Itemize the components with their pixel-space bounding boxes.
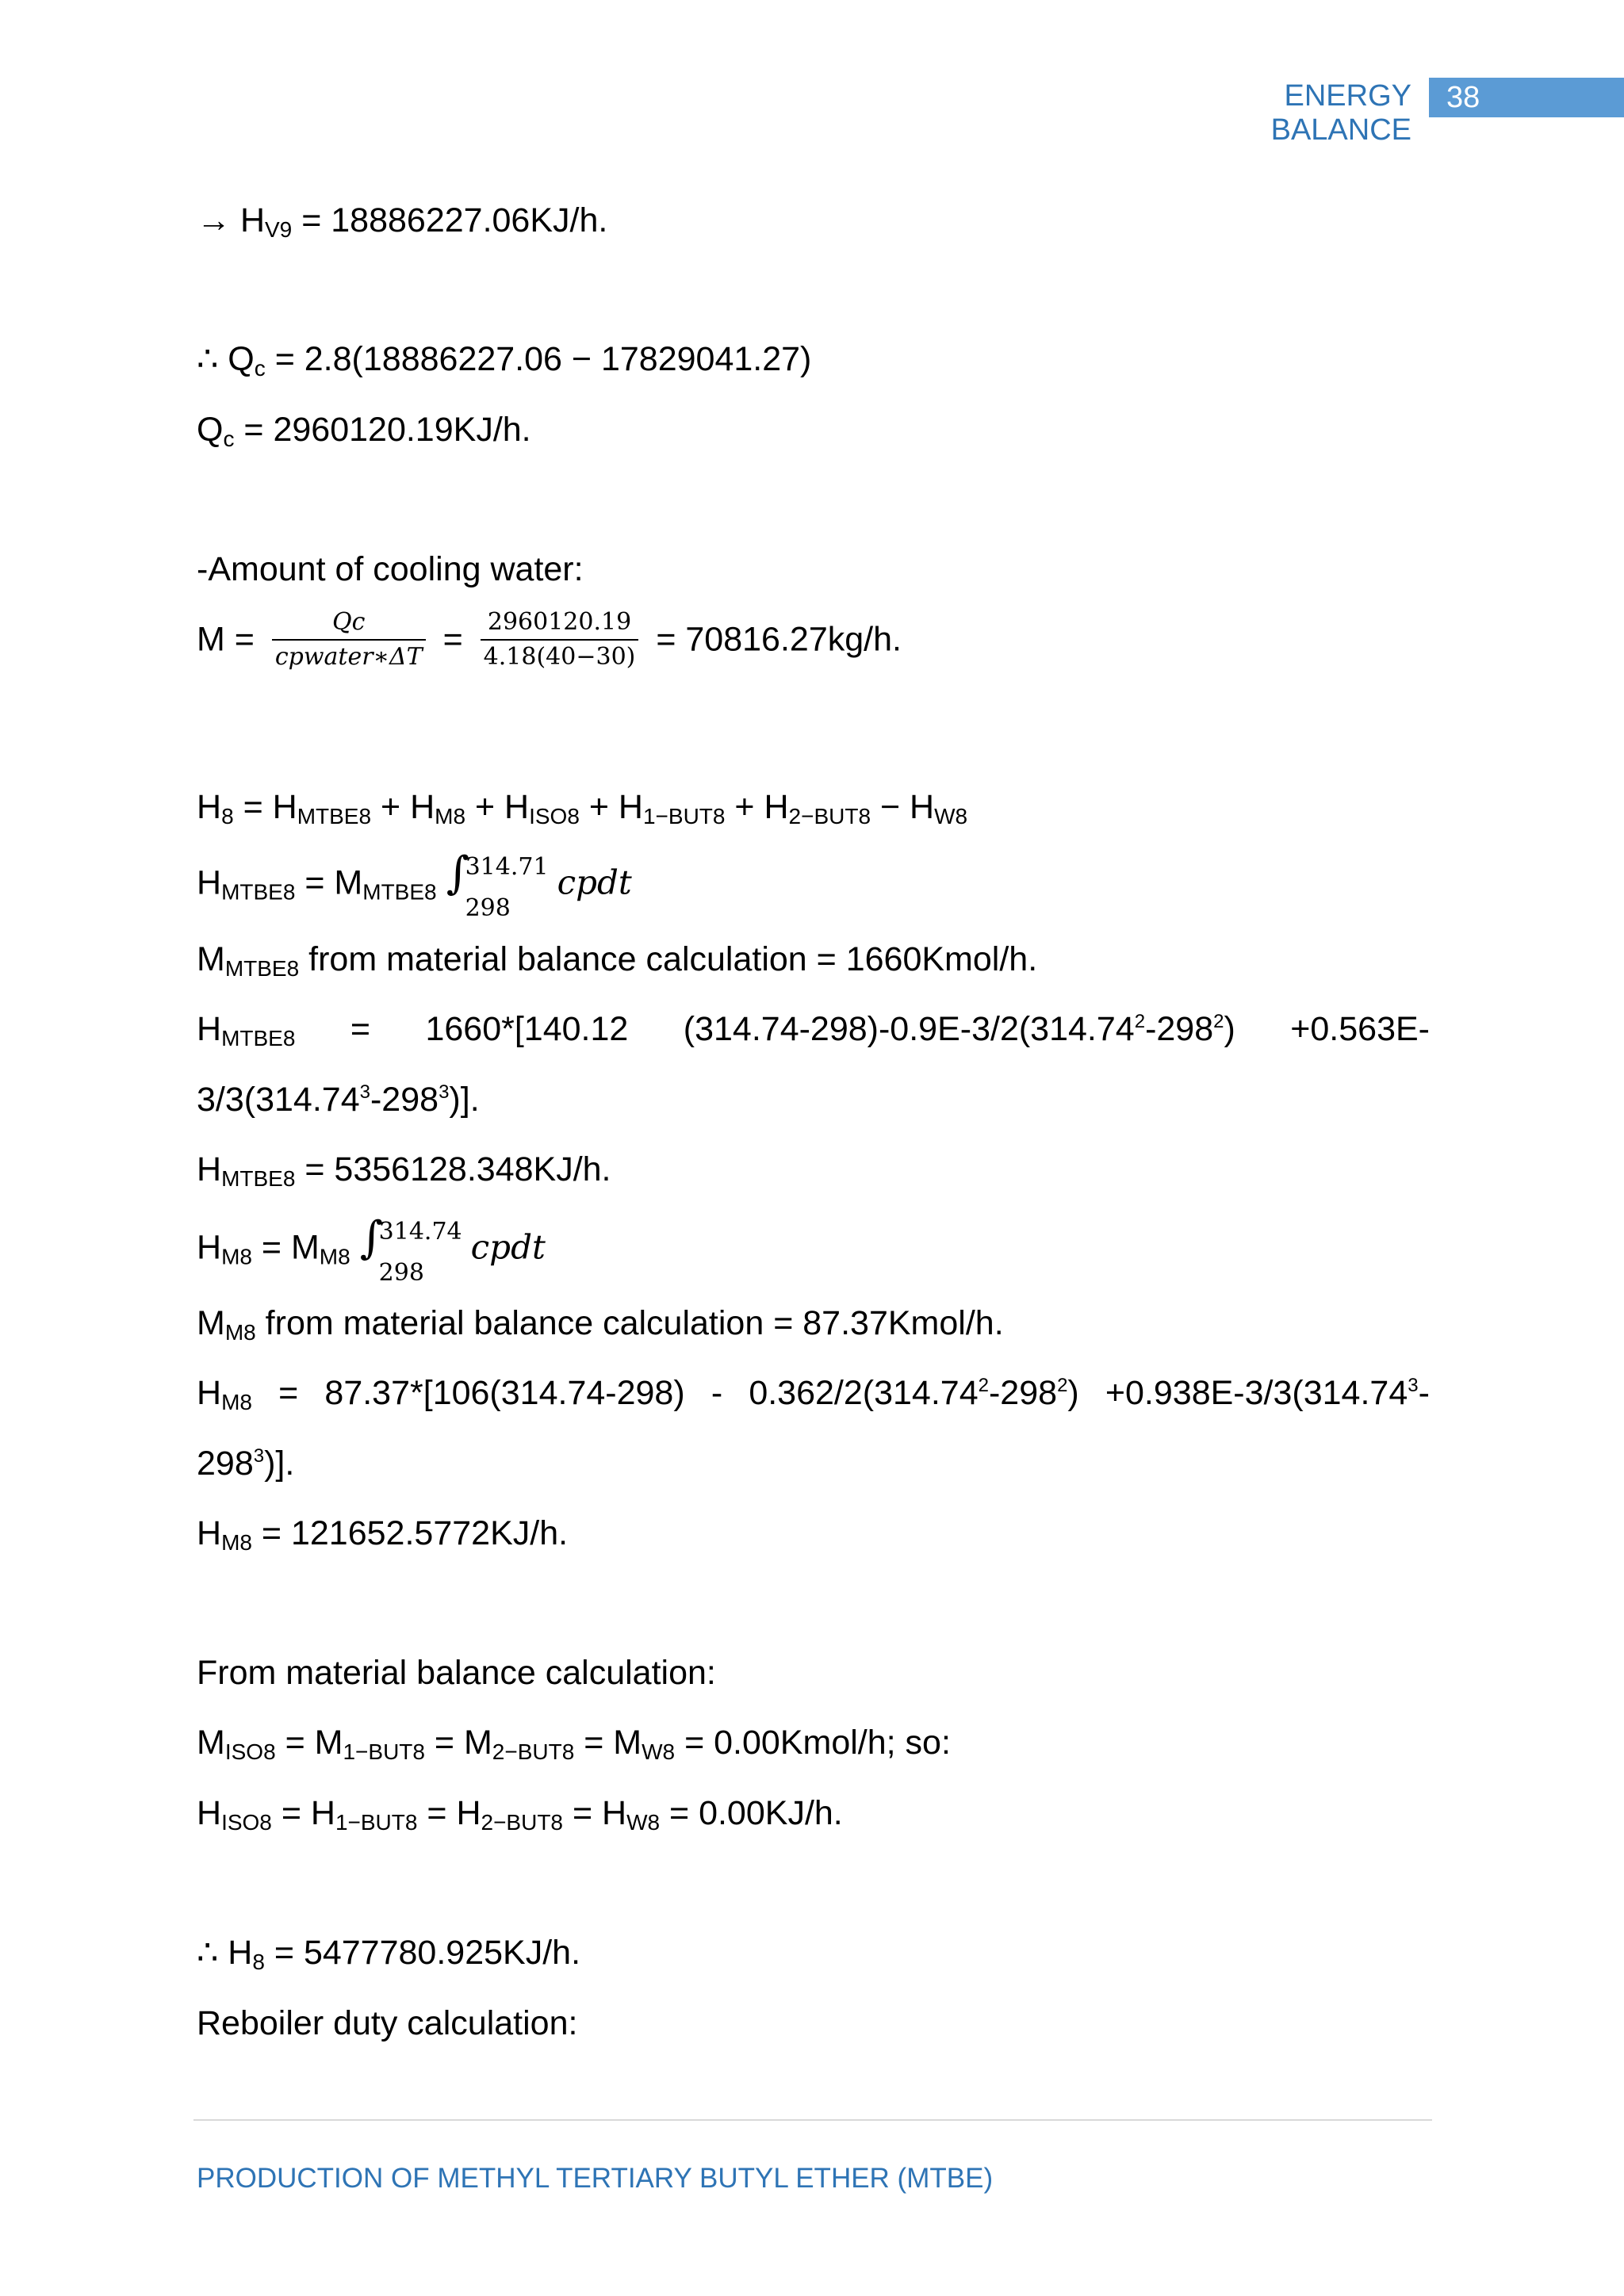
hm8-expansion-line1: $H_{M8}$ = 87.37*[106(314.74-298) - $0.362/2(314.74^2-298^2)$ $+0.938E-3/3(314.74^3-$ (197, 1374, 1430, 1414)
fraction-qc: $\frac{Qc}{\text{cpwater∗ΔT}}$ (272, 610, 426, 669)
mm8-line: $M_{M8}$ from material balance calculation = 87.37Kmol/h. (197, 1304, 1004, 1345)
cooling-water-equation: M = $\frac{Qc}{\text{cpwater∗ΔT}}$ = $\frac{2960120.19}{4.18(40-30)}$ = 70816.27kg/h. (197, 608, 902, 671)
hmtbe8-expansion-line1: $H_{MTBE8}$ = 1660*[140.12 $(314.74-298)-0.9E-3/2(314.74^2-298^2)$ +0.563E- (197, 1010, 1430, 1050)
h8-value: ∴ $H_8 = 5477780.925KJ/h$. (197, 1934, 581, 1974)
reboiler-title: Reboiler duty calculation: (197, 2004, 578, 2042)
integral-sign: ∫ 314.74 298 (359, 1212, 462, 1287)
hm8-value: $H_{M8} = 121652.5772KJ/h$. (197, 1514, 569, 1555)
hv9-line: → $H_{V9} = 18886227.06KJ/h$. (197, 201, 608, 242)
hmtbe8-integral: $H_{MTBE8} = M_{MTBE8}$ ∫ 314.71 298 cpdt (197, 848, 632, 922)
qc-value: $Q_c = 2960120.19KJ/h$. (197, 411, 531, 451)
footer-divider (193, 2119, 1432, 2121)
footer-title: PRODUCTION OF METHYL TERTIARY BUTYL ETHER (MTBE) (197, 2163, 994, 2194)
mmtbe8-line: $M_{MTBE8}$ from material balance calculation = 1660Kmol/h. (197, 940, 1038, 981)
hmtbe8-value: $H_{MTBE8} = 5356128.348KJ/h$. (197, 1150, 611, 1191)
h-zero-line: $H_{ISO8} = H_{1-BUT8} = H_{2-BUT8} = H_{W8} = 0.00KJ/h$. (197, 1794, 843, 1835)
h8-definition: $H_8 = H_{MTBE8} + H_{M8} + H_{ISO8} + H_{1-BUT8} + H_{2-BUT8} - H_{W8}$ (197, 788, 968, 828)
m-zero-line: $M_{ISO8} = M_{1-BUT8} = M_{2-BUT8} = M_{W8}$ = 0.00Kmol/h; so: (197, 1724, 951, 1764)
hm8-integral: $H_{M8} = M_{M8}$ ∫ 314.74 298 cpdt (197, 1212, 546, 1287)
integral-sign: ∫ 314.71 298 (446, 848, 549, 922)
from-material-balance: From material balance calculation: (197, 1654, 716, 1692)
page-number: 38 (1429, 78, 1624, 117)
hm8-expansion-line2: $298^3$)]. (197, 1445, 295, 1483)
qc-expression: ∴ $Q_c = 2.8(18886227.06 - 17829041.27)$ (197, 340, 812, 381)
fraction-values: $\frac{2960120.19}{4.18(40-30)}$ (481, 610, 639, 669)
hmtbe8-expansion-line2: $3/3(314.74^3-298^3)$]. (197, 1081, 480, 1119)
cooling-water-title: -Amount of cooling water: (197, 550, 584, 588)
header-title: ENERGY BALANCE (1270, 79, 1411, 147)
